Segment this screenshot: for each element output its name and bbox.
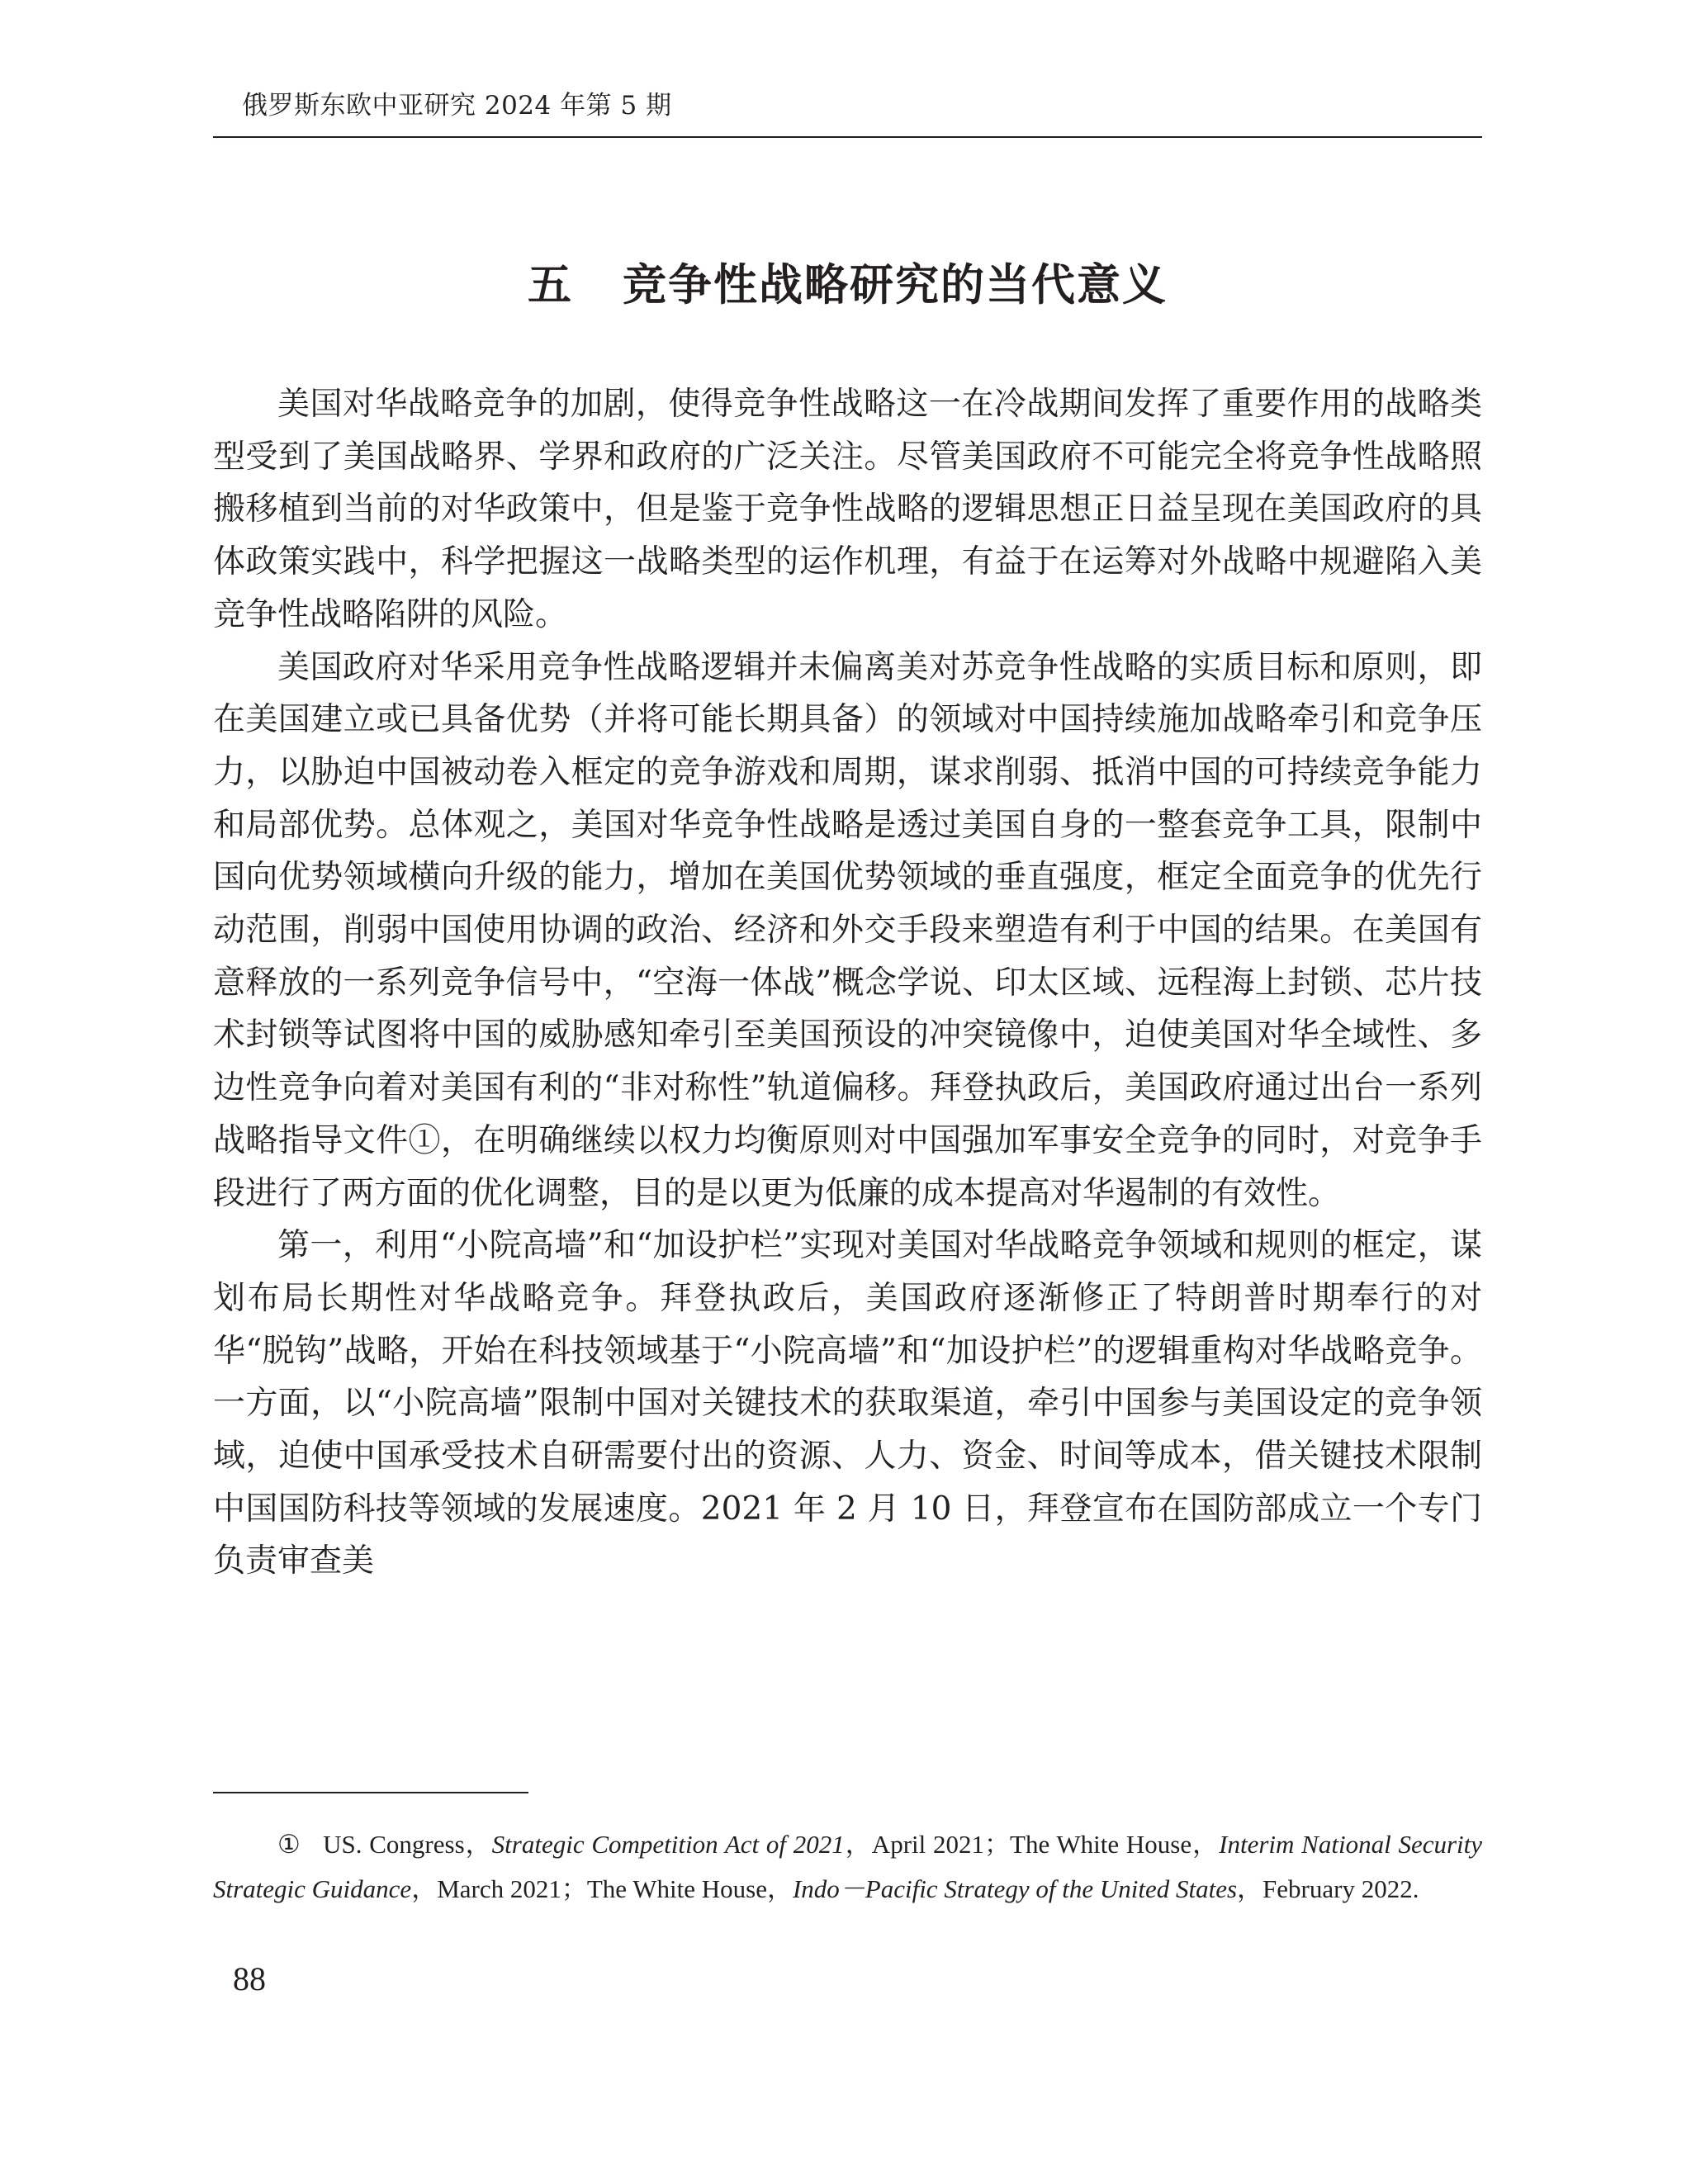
- footnote-date-3: ，February 2022.: [1237, 1874, 1419, 1903]
- header-rule: [213, 136, 1482, 138]
- footnote-1: [213, 1822, 1482, 1912]
- footnote-source: US. Congress，: [323, 1830, 492, 1859]
- section-number: 五: [528, 260, 573, 310]
- footnote-date-2: ，March 2021；The White House，: [411, 1874, 793, 1903]
- section-title: [213, 250, 1482, 313]
- footnotes: [213, 1822, 1482, 1912]
- paragraph-1: 美国对华战略竞争的加剧，使得竞争性战略这一在冷战期间发挥了重要作用的战略类型受到了美国战略界、学界和政府的广泛关注。尽管美国政府不可能完全将竞争性战略照搬移植到当前的对华政策中，但是鉴于竞争性战略的逻辑思想正日益呈现在美国政府的具体政策实践中，科学把握这一战略类型的运作机理，有益于在运筹对外战略中规避陷入美竞争性战略陷阱的风险。: [213, 386, 1482, 633]
- paragraph-3: 第一，利用“小院高墙”和“加设护栏”实现对美国对华战略竞争领域和规则的框定，谋划布局长期性对华战略竞争。拜登执政后，美国政府逐渐修正了特朗普时期奉行的对华“脱钩”战略，开始在科技领域基于“小院高墙”和“加设护栏”的逻辑重构对华战略竞争。一方面，以“小院高墙”限制中国对关键技术的获取渠道，牵引中国参与美国设定的竞争领域，迫使中国承受技术自研需要付出的资源、人力、资金、时间等成本，借关键技术限制中国国防科技等领域的发展速度。2021 年 2 月 10 日，拜登宣布在国防部成立一个专门负责审查美: [213, 1227, 1482, 1580]
- footnote-date-1: ，April 2021；The White House，: [844, 1830, 1220, 1859]
- footnote-rule: [213, 1792, 528, 1793]
- page-number: 88: [233, 1960, 266, 1997]
- paragraph-2: 美国政府对华采用竞争性战略逻辑并未偏离美对苏竞争性战略的实质目标和原则，即在美国建立或已具备优势（并将可能长期具备）的领域对中国持续施加战略牵引和竞争压力，以胁迫中国被动卷入框定的竞争游戏和周期，谋求削弱、抵消中国的可持续竞争能力和局部优势。总体观之，美国对华竞争性战略是透过美国自身的一整套竞争工具，限制中国向优势领域横向升级的能力，增加在美国优势领域的垂直强度，框定全面竞争的优先行动范围，削弱中国使用协调的政治、经济和外交手段来塑造有利于中国的结果。在美国有意释放的一系列竞争信号中，“空海一体战”概念学说、印太区域、远程海上封锁、芯片技术封锁等试图将中国的威胁感知牵引至美国预设的冲突镜像中，迫使美国对华全域性、多边性竞争向着对美国有利的“非对称性”轨道偏移。拜登执政后，美国政府通过出台一系列战略指导文件①，在明确继续以权力均衡原则对中国强加军事安全竞争的同时，对竞争手段进行了两方面的优化调整，目的是以更为低廉的成本提高对华遏制的有效性。: [213, 648, 1482, 1212]
- footnote-marker: ①: [277, 1830, 301, 1859]
- body-text: [213, 378, 1482, 1588]
- footnote-title-2: Interim National Security Strategic Guidance: [213, 1830, 1483, 1903]
- footnote-title-3: Indo－Pacific Strategy of the United States: [792, 1874, 1238, 1903]
- running-head: 俄罗斯东欧中亚研究 2024 年第 5 期: [242, 91, 672, 121]
- footnote-title-1: Strategic Competition Act of 2021: [491, 1830, 845, 1859]
- section-title-text: 竞争性战略研究的当代意义: [623, 260, 1168, 310]
